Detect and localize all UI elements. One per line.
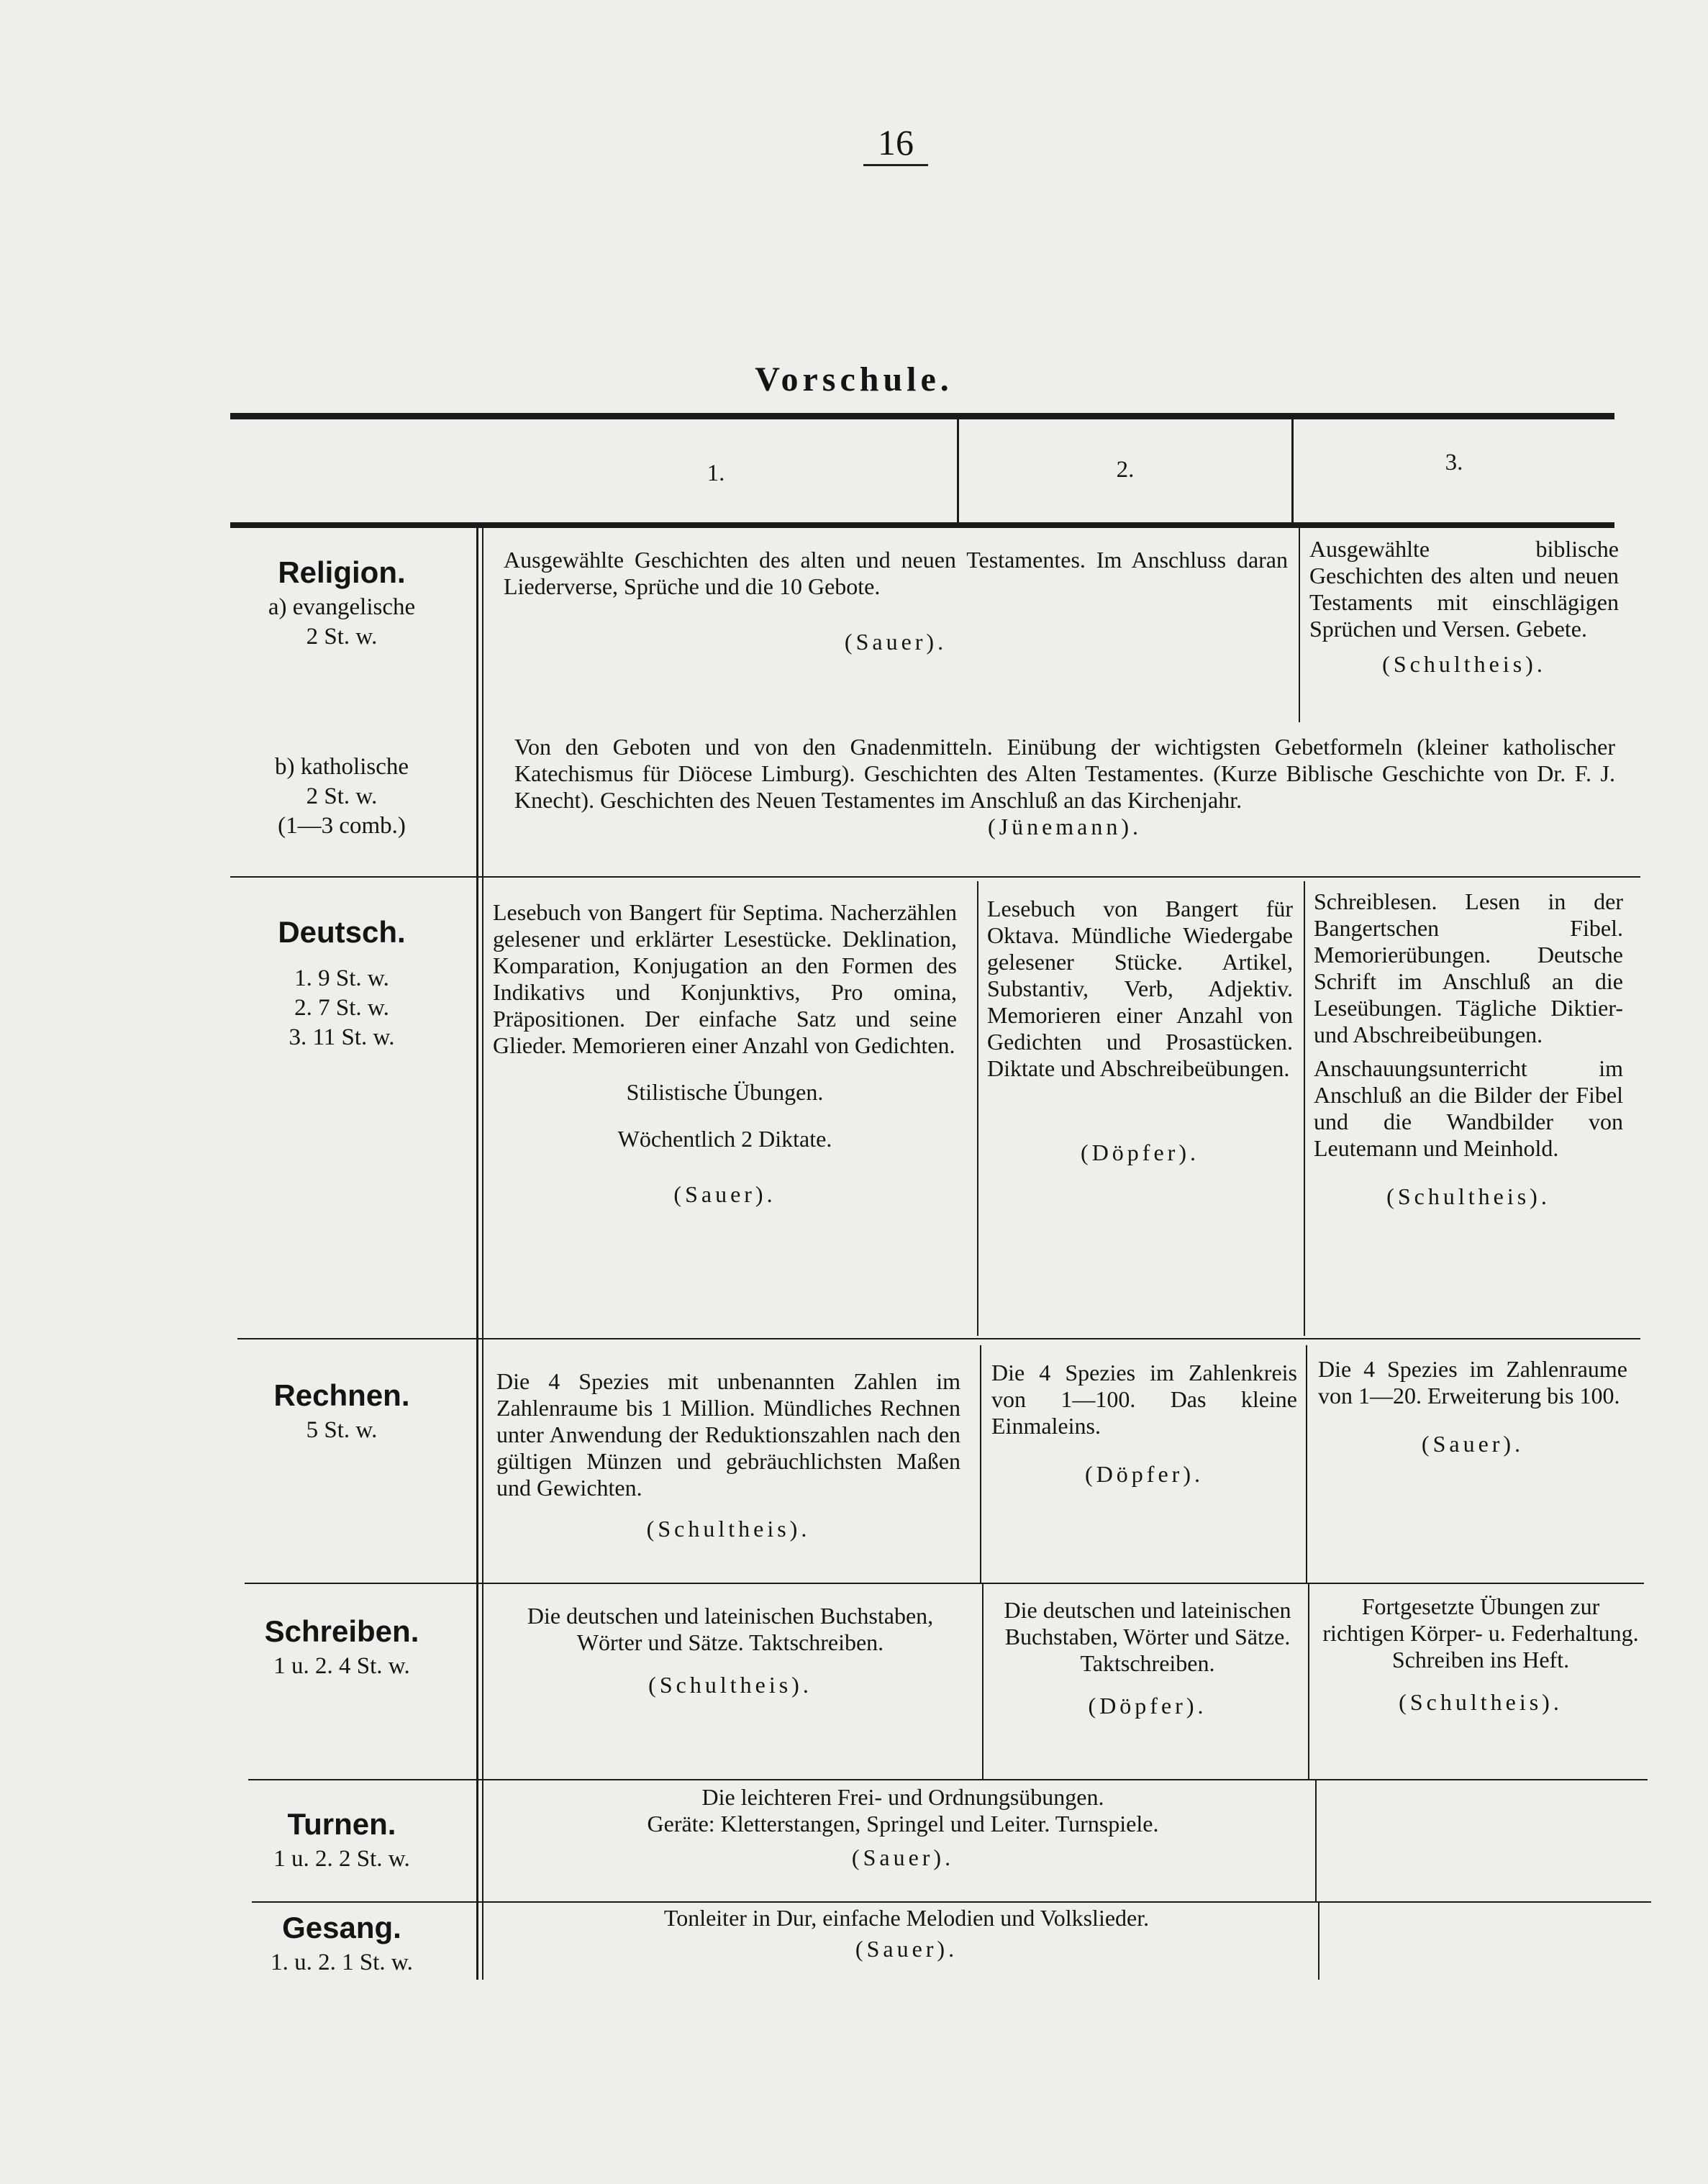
column-header-1: 1. bbox=[707, 460, 725, 486]
religion-a-hours: 2 St. w. bbox=[306, 624, 378, 650]
deutsch-c1-extra2: Wöchentlich 2 Diktate. bbox=[617, 1126, 832, 1152]
rule-after-turnen bbox=[252, 1901, 1651, 1903]
rechnen-c3-text: Die 4 Spezies im Zahlenraume von 1—20. Erweiterung bis 100. bbox=[1318, 1356, 1627, 1409]
deutsch-heading: Deutsch. bbox=[278, 915, 406, 949]
schreiben-cell-2 bbox=[996, 1597, 1299, 1719]
schreiben-c3-text: Fortgesetzte Übungen zur richtigen Körper- u. Federhaltung. Schreiben ins Heft. bbox=[1322, 1593, 1639, 1673]
schreiben-cell-1 bbox=[496, 1603, 964, 1698]
rechnen-c1-text: Die 4 Spezies mit unbenannten Zahlen im Zahlenraume bis 1 Million. Mündliches Rechnen unter Anwendung der Reduktionszahlen nach den gültigen Münzen und gebräuchlichsten Maßen und Gewichten. bbox=[496, 1368, 960, 1501]
schreiben-c3-signature: (Schultheis). bbox=[1399, 1689, 1563, 1715]
turnen-cell bbox=[504, 1784, 1302, 1871]
schreiben-cell-3 bbox=[1322, 1593, 1639, 1716]
schreiben-heading: Schreiben. bbox=[264, 1614, 419, 1648]
deutsch-hours-3: 3. 11 St. w. bbox=[289, 1024, 395, 1050]
deutsch-c3-text: Schreiblesen. Lesen in der Bangertschen Fibel. Memorierübungen. Deutsche Schrift im Anschluß an die Leseübungen. Tägliche Diktier- und Abschreibeübungen. bbox=[1314, 888, 1623, 1047]
schreiben-c1-text: Die deutschen und lateinischen Buchstaben, Wörter und Sätze. Taktschreiben. bbox=[527, 1603, 934, 1655]
religion-kath-signature: (Jünemann). bbox=[987, 814, 1143, 840]
rechnen-hours: 5 St. w. bbox=[306, 1417, 378, 1443]
divider-schreiben-1 bbox=[982, 1584, 984, 1780]
religion-kath-text: Von den Geboten und von den Gnadenmitteln. Einübung der wichtigsten Gebetformeln (kleiner katholischer Katechismus für Diöcese Limburg). Geschichten des Alten Testamentes. (Kurze Biblische Geschichte von Dr. F. J. Knecht). Geschichten des Neuen Testamentes im Anschluß an das Kirchenjahr. bbox=[514, 734, 1615, 813]
rechnen-c2-signature: (Döpfer). bbox=[1085, 1461, 1204, 1487]
rule-after-deutsch bbox=[237, 1338, 1640, 1339]
deutsch-hours-2: 2. 7 St. w. bbox=[294, 995, 389, 1021]
divider-deutsch-1 bbox=[977, 881, 978, 1336]
deutsch-c2-text: Lesebuch von Bangert für Oktava. Mündliche Wiedergabe gelesener Stücke. Artikel, Substantiv, Verb, Adjektiv. Memorieren einer Anzahl von Gedichten und Prosastücken. Diktate und Abschreibeübungen. bbox=[987, 896, 1293, 1081]
schreiben-c2-signature: (Döpfer). bbox=[1088, 1693, 1207, 1719]
rechnen-c1-signature: (Schultheis). bbox=[646, 1516, 811, 1542]
deutsch-cell-3 bbox=[1314, 888, 1623, 1210]
religion-ev-signature: (Sauer). bbox=[844, 629, 948, 655]
rechnen-subject bbox=[216, 1375, 468, 1445]
religion-ev3-signature: (Schultheis). bbox=[1382, 651, 1546, 677]
turnen-hours: 1 u. 2. 2 St. w. bbox=[273, 1846, 410, 1872]
rechnen-c2-text: Die 4 Spezies im Zahlenkreis von 1—100. Das kleine Einmaleins. bbox=[991, 1360, 1297, 1439]
religion-ev3-text: Ausgewählte biblische Geschichten des alten und neuen Testaments mit einschlägigen Sprüchen und Versen. Gebete. bbox=[1309, 536, 1619, 642]
divider-gesang bbox=[1318, 1902, 1319, 1980]
religion-subject bbox=[216, 552, 468, 841]
gesang-signature: (Sauer). bbox=[855, 1936, 958, 1962]
gesang-heading: Gesang. bbox=[282, 1911, 401, 1944]
column-header-3: 3. bbox=[1445, 450, 1463, 476]
schreiben-subject bbox=[216, 1611, 468, 1681]
religion-ev-text: Ausgewählte Geschichten des alten und neuen Testamentes. Im Anschluss daran Liederverse, Sprüche und die 10 Gebote. bbox=[504, 547, 1288, 599]
page-title: Vorschule. bbox=[755, 360, 953, 399]
rechnen-c3-signature: (Sauer). bbox=[1421, 1431, 1525, 1457]
deutsch-hours-1: 1. 9 St. w. bbox=[294, 965, 389, 991]
religion-kath-cell bbox=[514, 734, 1615, 840]
deutsch-c3-signature: (Schultheis). bbox=[1386, 1183, 1550, 1209]
gesang-cell bbox=[504, 1905, 1309, 1962]
rule-after-rechnen bbox=[245, 1583, 1644, 1584]
deutsch-c2-signature: (Döpfer). bbox=[1081, 1139, 1199, 1165]
religion-a-label: a) evangelische bbox=[268, 594, 416, 620]
header-rule-top bbox=[230, 413, 1614, 419]
deutsch-subject bbox=[216, 912, 468, 1052]
religion-b-comb: (1—3 comb.) bbox=[278, 813, 406, 839]
page-number: 16 bbox=[863, 121, 928, 166]
divider-religion-ev bbox=[1299, 528, 1300, 722]
schreiben-c1-signature: (Schultheis). bbox=[648, 1672, 812, 1698]
divider-rechnen-1 bbox=[980, 1345, 981, 1584]
turnen-heading: Turnen. bbox=[287, 1807, 396, 1841]
religion-ev-cell-12 bbox=[504, 547, 1288, 655]
turnen-signature: (Sauer). bbox=[851, 1844, 955, 1870]
schreiben-hours: 1 u. 2. 4 St. w. bbox=[273, 1653, 410, 1679]
column-header-2: 2. bbox=[1116, 457, 1135, 483]
rechnen-cell-2 bbox=[991, 1360, 1297, 1488]
header-rule-bottom bbox=[230, 522, 1614, 528]
deutsch-c1-extra1: Stilistische Übungen. bbox=[626, 1079, 824, 1105]
divider-deutsch-2 bbox=[1304, 881, 1305, 1336]
subject-divider bbox=[476, 528, 478, 1980]
turnen-line1: Die leichteren Frei- und Ordnungsübungen. bbox=[701, 1784, 1104, 1810]
rechnen-cell-1 bbox=[496, 1368, 960, 1542]
religion-heading: Religion. bbox=[278, 555, 406, 589]
deutsch-c1-text: Lesebuch von Bangert für Septima. Nacherzählen gelesener und erklärter Lesestücke. Deklination, Komparation, Konjugation an den Formen des Indikativs und Konjunktivs, Pro omina, Präpositionen. Der einfache Satz und seine Glieder. Memorieren einer Anzahl von Gedichten. bbox=[493, 899, 957, 1058]
divider-schreiben-2 bbox=[1308, 1584, 1309, 1780]
deutsch-c3-text2: Anschauungsunterricht im Anschluß an die Bilder der Fibel und die Wandbilder von Leutemann und Meinhold. bbox=[1314, 1055, 1623, 1161]
deutsch-cell-2 bbox=[987, 896, 1293, 1166]
deutsch-c1-signature: (Sauer). bbox=[673, 1181, 776, 1207]
religion-b-label: b) katholische bbox=[274, 754, 409, 780]
turnen-subject bbox=[216, 1804, 468, 1874]
religion-ev-cell-3 bbox=[1309, 536, 1619, 678]
gesang-line1: Tonleiter in Dur, einfache Melodien und Volkslieder. bbox=[663, 1905, 1150, 1931]
rechnen-heading: Rechnen. bbox=[273, 1378, 410, 1412]
divider-turnen bbox=[1315, 1780, 1317, 1902]
rechnen-cell-3 bbox=[1318, 1356, 1627, 1457]
gesang-subject bbox=[216, 1908, 468, 1978]
schreiben-c2-text: Die deutschen und lateinischen Buchstaben, Wörter und Sätze. Taktschreiben. bbox=[1004, 1597, 1291, 1676]
divider-rechnen-2 bbox=[1306, 1345, 1307, 1584]
rule-after-schreiben bbox=[248, 1779, 1648, 1780]
religion-b-hours: 2 St. w. bbox=[306, 783, 378, 809]
turnen-line2: Geräte: Kletterstangen, Springel und Leiter. Turnspiele. bbox=[647, 1811, 1159, 1837]
deutsch-cell-1 bbox=[493, 899, 957, 1208]
rule-after-religion bbox=[230, 876, 1640, 878]
subject-divider-2 bbox=[482, 528, 483, 1980]
gesang-hours: 1. u. 2. 1 St. w. bbox=[271, 1949, 413, 1975]
